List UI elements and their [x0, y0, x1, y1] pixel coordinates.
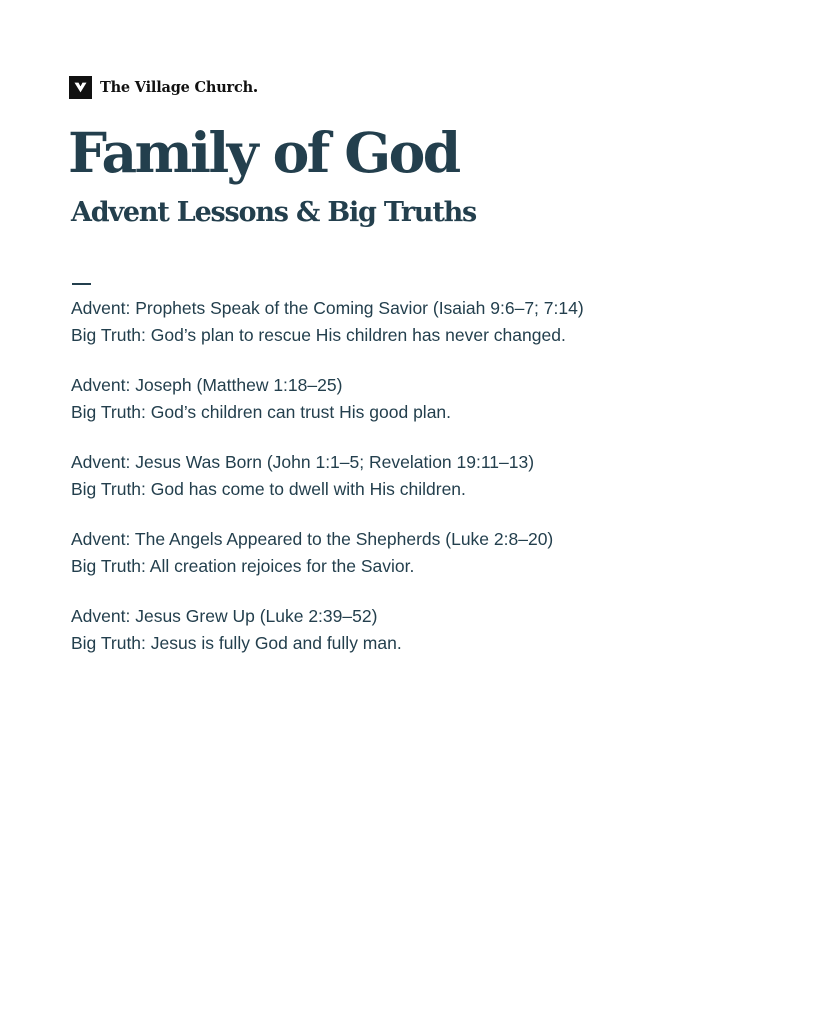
lesson-advent: Advent: Prophets Speak of the Coming Savior (Isaiah 9:6–7; 7:14): [71, 298, 584, 318]
lesson-big-truth: Big Truth: Jesus is fully God and fully man.: [71, 632, 402, 653]
brand-dot: [254, 89, 257, 92]
lesson-item: [71, 295, 584, 348]
lesson-advent: Advent: Jesus Grew Up (Luke 2:39–52): [71, 606, 378, 626]
page-subtitle: Advent Lessons & Big Truths: [71, 197, 477, 228]
lesson-item: [71, 372, 584, 425]
lesson-item: [71, 526, 584, 579]
lesson-list: [71, 295, 584, 680]
lesson-advent: Advent: The Angels Appeared to the Shepherds (Luke 2:8–20): [71, 529, 554, 549]
heart-v-icon: [69, 76, 92, 99]
lesson-item: [71, 603, 584, 656]
lesson-big-truth: Big Truth: God’s plan to rescue His children has never changed.: [71, 324, 566, 345]
section-divider: [72, 283, 91, 285]
page-title: Family of God: [68, 120, 459, 185]
lesson-big-truth: Big Truth: God’s children can trust His good plan.: [71, 401, 452, 422]
brand-name: The Village Church: [100, 79, 257, 96]
lesson-item: [71, 449, 584, 502]
lesson-advent: Advent: Jesus Was Born (John 1:1–5; Revelation 19:11–13): [71, 452, 535, 472]
lesson-big-truth: Big Truth: God has come to dwell with His children.: [71, 478, 466, 499]
brand-header: [69, 76, 257, 99]
lesson-big-truth: Big Truth: All creation rejoices for the Savior.: [71, 555, 415, 576]
lesson-advent: Advent: Joseph (Matthew 1:18–25): [71, 375, 343, 395]
